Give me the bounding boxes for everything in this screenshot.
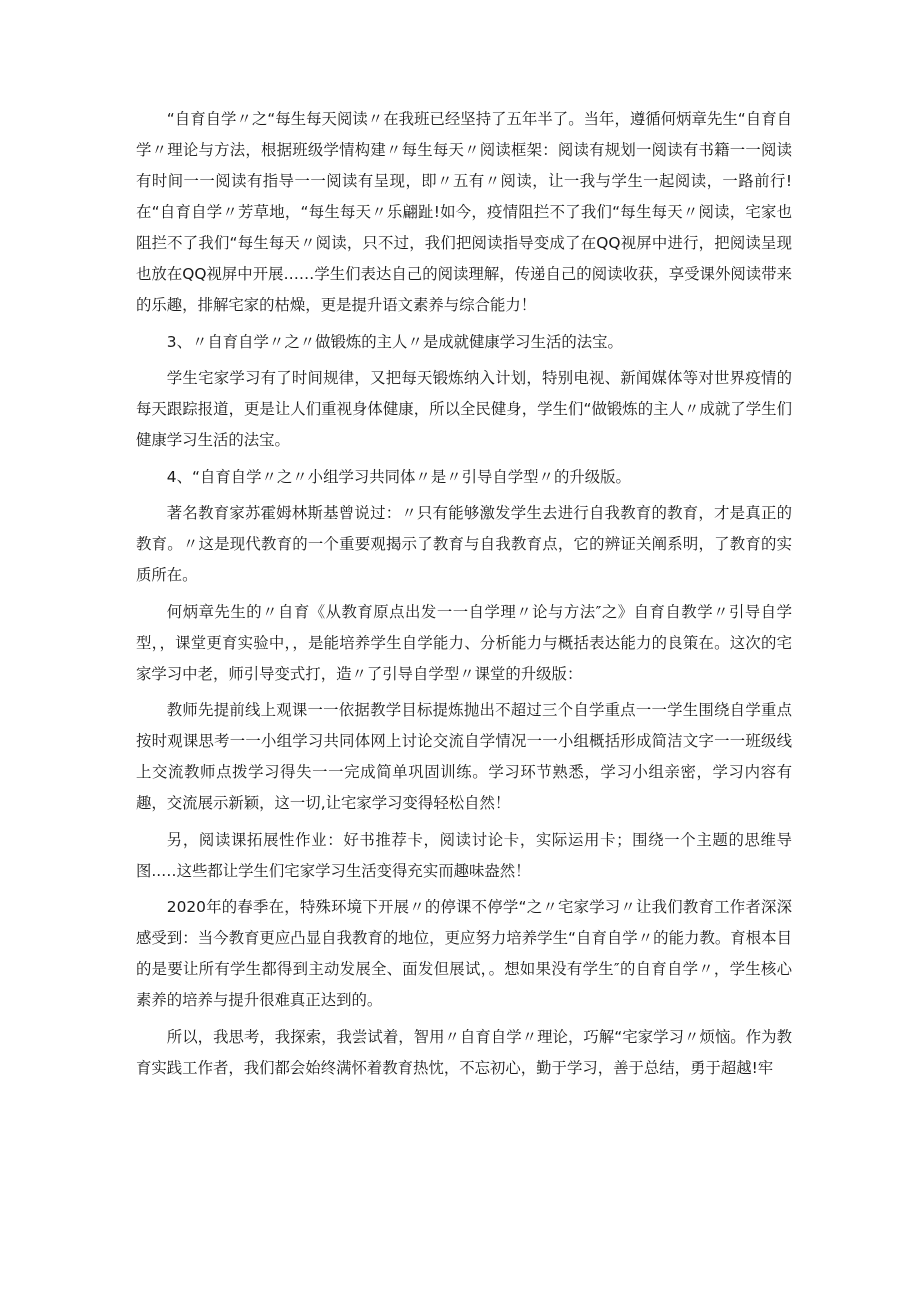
paragraph-reading-practice: “自育自学〃之“每生每天阅读〃在我班已经坚持了五年半了。当年，遵循何炳章先生“自育自学〃理论与方法，根据班级学情构建〃每生每天〃阅读框架：阅读有规划一阅读有书籍一一阅读有时间一一阅读有指导一一阅读有呈现，即〃五有〃阅读，让一我与学生一起阅读，一路前行!在“自育自学〃芳草地，“每生每天〃乐翩趾!如今，疫情阻拦不了我们“每生每天〃阅读，宅家也阻拦不了我们“每生每天〃阅读，只不过，我们把阅读指导变成了在QQ视屏中进行，把阅读呈现也放在QQ视屏中开展……学生们表达自己的阅读理解，传递自己的阅读收获，享受课外阅读带来的乐趣，排解宅家的枯燥，更是提升语文素养与综合能力！	[136, 110, 792, 314]
paragraph-conclusion: 所以，我思考，我探索，我尝试着，智用〃自育自学〃理论，巧解“宅家学习〃烦恼。作为教育实践工作者，我们都会始终满怀着教育热忱，不忘初心，勤于学习，善于总结，勇于超越!牢	[136, 1027, 792, 1077]
paragraph-online-process: 教师先提前线上观课一一依据教学目标提炼抛出不超过三个自学重点一一学生围绕自学重点按时观课思考一一小组学习共同体网上讨论交流自学情况一一小组概括形成简洁文字一一班级线上交流教师点拨学习得失一一完成简单巩固训练。学习环节熟悉，学习小组亲密，学习内容有趣，交流展示新颖，这一切,让宅家学习变得轻松自然！	[136, 701, 792, 812]
paragraph-2020-reflection: 2020年的春季在，特殊环境下开展〃的停课不停学“之〃宅家学习〃让我们教育工作者深深感受到：当今教育更应凸显自我教育的地位，更应努力培养学生“自育自学〃的能力教。育根本目的是要让所有学生都得到主动发展全、面发但展试，。想如果没有学生″的自育自学〃，学生核心素养的培养与提升很难真正达到的。	[136, 898, 792, 1009]
paragraph-extended-homework: 另，阅读课拓展性作业：好书推荐卡，阅读讨论卡，实际运用卡；围绕一个主题的思维导图..…这些都让学生们宅家学习生活变得充实而趣味盎然！	[136, 830, 792, 880]
paragraph-exercise-detail: 学生宅家学习有了时间规律，又把每天锻炼纳入计划，特别电视、新闻媒体等对世界疫情的每天跟踪报道，更是让人们重视身体健康，所以全民健身，学生们“做锻炼的主人〃成就了学生们健康学习生活的法宝。	[136, 369, 792, 449]
paragraph-quote-suhomlinsky: 著名教育家苏霍姆林斯基曾说过：〃只有能够激发学生去进行自我教育的教育，才是真正的教育。〃这是现代教育的一个重要观揭示了教育与自我教育点，它的辨证关阐系明，了教育的实质所在。	[136, 504, 792, 584]
paragraph-heading-group-learning: 4、“自育自学〃之〃小组学习共同体〃是〃引导自学型〃的升级版。	[166, 467, 631, 486]
document-body	[136, 104, 792, 1089]
paragraph-he-bingzhang-method: 何炳章先生的〃自育《从教育原点出发一一自学理〃论与方法″之》自育自教学〃引导自学型，，课堂更育实验中，，是能培养学生自学能力、分析能力与概括表达能力的良策在。这次的宅家学习中老，师引导变式打，造〃了引导自学型〃课堂的升级版：	[136, 602, 792, 683]
paragraph-heading-exercise: 3、〃自育自学〃之〃做锻炼的主人〃是成就健康学习生活的法宝。	[166, 332, 623, 351]
